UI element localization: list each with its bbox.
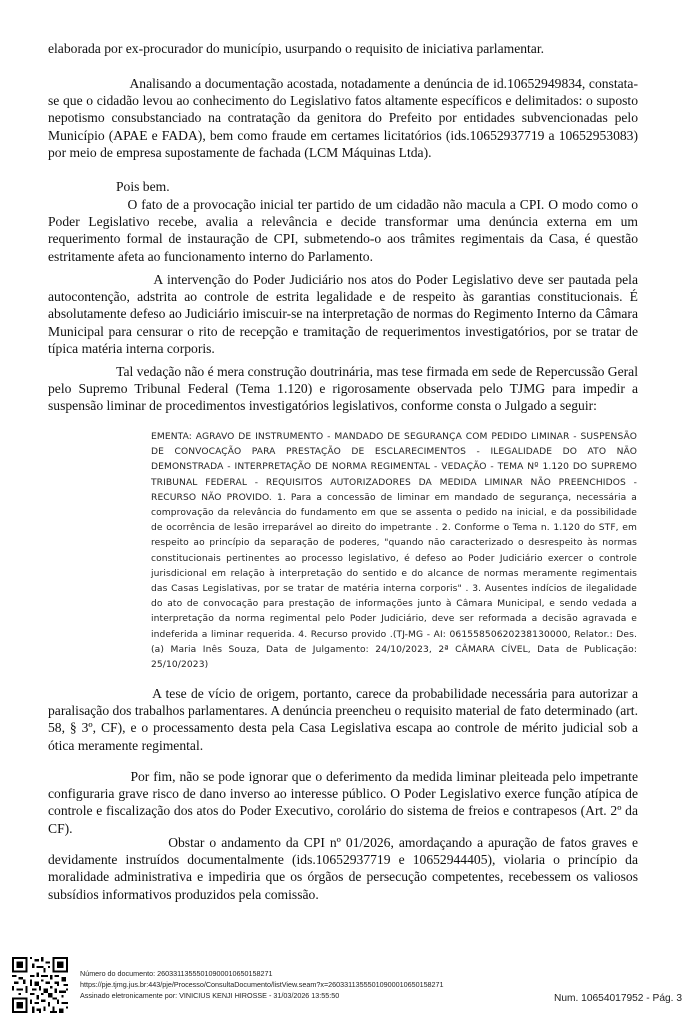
paragraph-pois-bem: Pois bem. <box>48 179 170 194</box>
paragraph-continuation: elaborada por ex-procurador do município, usurpando o requisito de iniciativa parlamentar. <box>48 41 545 56</box>
paragraph-vicio-origem: A tese de vício de origem, portanto, carece da probabilidade necessária para autorizar a paralisação dos trabalhos parlamentares. A denúncia preencheu o requisito material de fato determinado (art. 58, § 3º, CF), e o processamento desta pela Casa Legislativa escapa ao controle de mérito judicial sob a ótica meramente regimental. <box>48 686 638 753</box>
footer-document-url[interactable]: https://pje.tjmg.jus.br:443/pje/Processo/ConsultaDocumento/listView.seam?x=26033113555010900010650158271 <box>80 980 444 989</box>
paragraph-obstar: Obstar o andamento da CPI nº 01/2026, amordaçando a apuração de fatos graves e devidamente instruídos documentalmente (ids.10652937719 e 10652944405), violaria o princípio da moralidade administrativa e impediria que os órgãos de persecução competentes, recebessem os valiosos subsídios informativos produzidos pela comissão. <box>48 835 638 902</box>
paragraph-vedacao: Tal vedação não é mera construção doutrinária, mas tese firmada em sede de Repercussão Geral pelo Supremo Tribunal Federal (Tema 1.120) e rigorosamente observada pelo TJMG para impedir a suspensão liminar de procedimentos investigatórios legislativos, conforme consta o Julgado a seguir: <box>48 364 638 414</box>
jurisprudence-quote: EMENTA: AGRAVO DE INSTRUMENTO - MANDADO DE SEGURANÇA COM PEDIDO LIMINAR - SUSPENSÃO DE CONVOCAÇÃO PARA PRESTAÇÃO DE ESCLARECIMENTOS - ILEGALIDADE DO ATO NÃO DEMONSTRADA - INTERPRETAÇÃO DE NORMA REGIMENTAL - VEDAÇÃO - TEMA Nº 1.120 DO SUPREMO TRIBUNAL FEDERAL - REQUISITOS AUTORIZADORES DA MEDIDA LIMINAR NÃO PREENCHIDOS - RECURSO NÃO PROVIDO. 1. Para a concessão de liminar em mandado de segurança, necessária a comprovação da relevância do fundamento em que se assenta o pedido na inicial, e da possibilidade de ocorrência de lesão irreparável ao direito do impetrante . 2. Conforme o Tema n. 1.120 do STF, em respeito ao princípio da separação de poderes, "quando não caracterizado o desrespeito às normas constitucionais pertinentes ao processo legislativo, é defeso ao Poder Judiciário exercer o controle jurisdicional em relação à interpretação do sentido e do alcance de normas meramente regimentais das Casas Legislativas, por se tratar de matéria interna corporis" . 3. Ausentes indícios de ilegalidade do ato de convocação para prestação de informações junto à Câmara Municipal, e sendo vedada a interpretação da norma regimental pelo Poder Judiciário, deve ser reformada a decisão agravada e indeferida a liminar requerida. 4. Recurso provido .(TJ-MG - AI: 06155850620238130000, Relator.: Des.(a) Maria Inês Souza, Data de Julgamento: 24/10/2023, 2ª CÂMARA CÍVEL, Data de Publicação: 25/10/2023) <box>151 432 637 671</box>
paragraph-por-fim: Por fim, não se pode ignorar que o deferimento da medida liminar pleiteada pelo impetrante configuraria grave risco de dano inverso ao interesse público. O Poder Legislativo exerce função atípica de controle e fiscalização dos atos do Poder Executivo, corolário do sistema de freios e contrapesos (Art. 2º da CF). <box>48 769 638 836</box>
paragraph-analysis: Analisando a documentação acostada, notadamente a denúncia de id.10652949834, constata-se que o cidadão levou ao conhecimento do Legislativo fatos altamente específicos e delimitados: o suposto nepotismo consubstanciado na contratação da genitora do Prefeito por entidades subvencionadas pelo Município (APAE e FADA), bem como fraude em certames licitatórios (ids.10652937719 a 10652953083) por meio de empresa supostamente de fachada (LCM Máquinas Ltda). <box>48 76 638 160</box>
page-number: Num. 10654017952 - Pág. 3 <box>553 993 682 1004</box>
qr-code-icon <box>12 957 68 1013</box>
footer-signature: Assinado eletronicamente por: VINICIUS KENJI HIROSSE - 31/03/2026 13:55:50 <box>80 991 340 1000</box>
paragraph-provocacao: O fato de a provocação inicial ter partido de um cidadão não macula a CPI. O modo como o Poder Legislativo recebe, avalia a relevância e decide transformar uma denúncia externa em um requerimento formal de instauração de CPI, submetendo-o aos trâmites regimentais da Casa, é questão estritamente afeta ao funcionamento interno do Parlamento. <box>48 197 638 264</box>
footer-document-number: Número do documento: 26033113555010900010650158271 <box>80 969 273 978</box>
paragraph-intervencao: A intervenção do Poder Judiciário nos atos do Poder Legislativo deve ser pautada pela autocontenção, adstrita ao controle de estrita legalidade e de respeito às garantias constitucionais. É absolutamente defeso ao Judiciário imiscuir-se na interpretação de normas do Regimento Interno da Câmara Municipal para censurar o rito de recepção e tramitação de requerimentos investigatórios, por se tratar de típica matéria interna corporis. <box>48 272 638 356</box>
